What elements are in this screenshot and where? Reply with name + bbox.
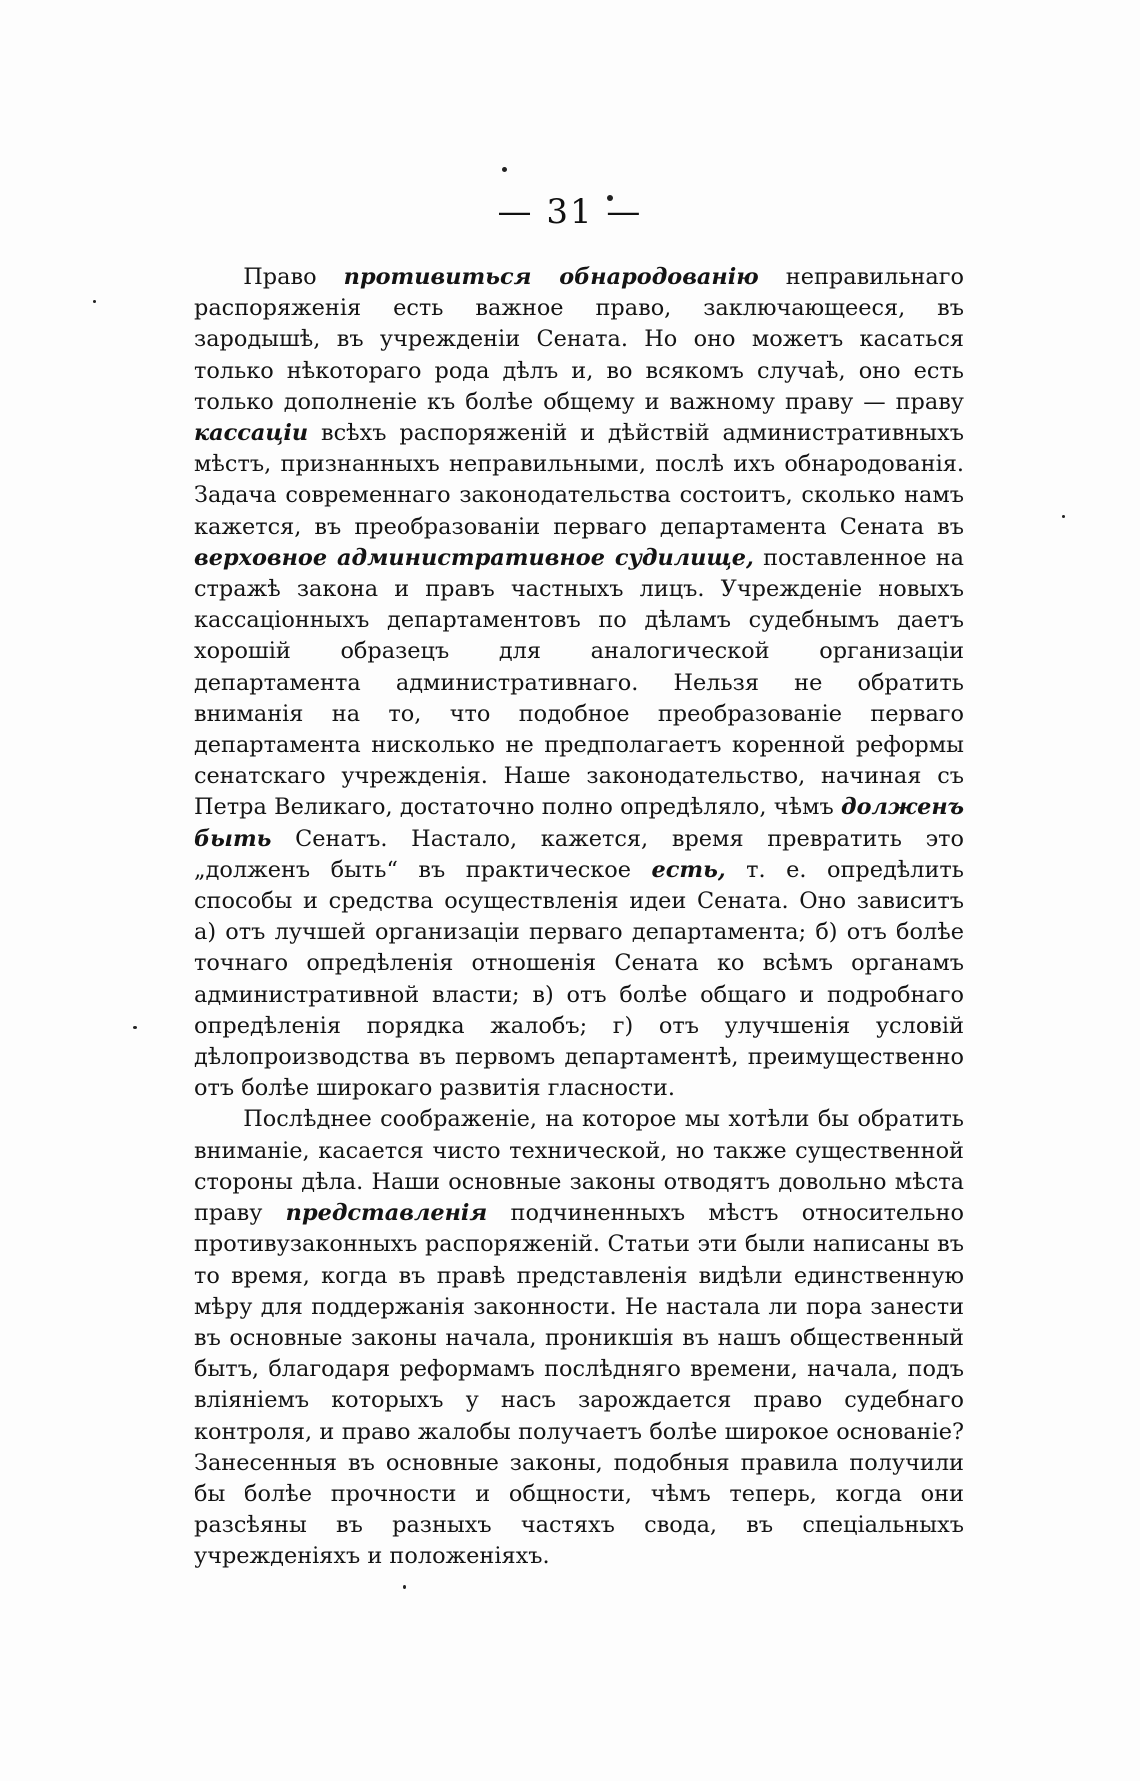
scan-speck [502, 167, 507, 172]
page-number: — 31 — [497, 192, 643, 232]
emphasis: есть, [651, 856, 726, 883]
emphasis: кассаціи [194, 420, 309, 447]
scan-speck [93, 300, 96, 303]
paragraph: Послѣднее соображеніе, на которое мы хотѣли бы обратить вниманіе, касается чисто технической, но также существенной стороны дѣла. Наши основные законы отводятъ довольно мѣста праву представленія подчиненныхъ мѣстъ относительно противузаконныхъ распоряженій. Статьи эти были написаны въ то время, когда въ правѣ представленія видѣли единственную мѣру для поддержанія законности. Не настала ли пора занести въ основные законы начала, проникшія въ нашъ общественный бытъ, благодаря реформамъ послѣдняго времени, начала, подъ вліяніемъ которыхъ у насъ зарождается право судебнаго контроля, и право жалобы получаетъ болѣе широкое основаніе? Занесенныя въ основные законы, подобныя правила получили бы болѣе прочности и общности, чѣмъ теперь, когда они разсѣяны въ разныхъ частяхъ свода, въ спеціальныхъ учрежденіяхъ и положеніяхъ. [194, 1106, 964, 1570]
emphasis: представленія [285, 1200, 488, 1227]
emphasis: верховное административное судилище, [194, 544, 754, 571]
emphasis: противиться обнародованію [343, 264, 759, 290]
scan-speck [403, 1585, 406, 1589]
emphasis: долженъ быть [194, 794, 964, 852]
scan-speck [133, 1026, 137, 1029]
paragraph: Право противиться обнародованію неправильнаго распоряженія есть важное право, заключающееся, въ зародышѣ, въ учрежденіи Сената. Но оно можетъ касаться только нѣкотораго рода дѣлъ и, во всякомъ случаѣ, оно есть только дополненіе къ болѣе общему и важному праву — праву кассаціи всѣхъ распоряженій и дѣйствій административныхъ мѣстъ, признанныхъ неправильными, послѣ ихъ обнародованія. Задача современнаго законодательства состоитъ, сколько намъ кажется, въ преобразованіи перваго департамента Сената въ верховное административное судилище, поставленное на стражѣ закона и правъ частныхъ лицъ. Учрежденіе новыхъ кассаціонныхъ департаментовъ по дѣламъ судебнымъ даетъ хорошій образецъ для аналогической организаціи департамента административнаго. Нельзя не обратить вниманія на то, что подобное преобразованіе перваго департамента нисколько не предполагаетъ коренной реформы сенатскаго учрежденія. Наше законодательство, начиная съ Петра Великаго, достаточно полно опредѣляло, чѣмъ долженъ быть Сенатъ. Настало, кажется, время превратить это „долженъ быть“ въ практическое есть, т. е. опредѣлить способы и средства осуществленія идеи Сената. Оно зависитъ а) отъ лучшей организаціи перваго департамента; б) отъ болѣе точнаго опредѣленія отношенія Сената ко всѣмъ органамъ административной власти; в) отъ болѣе общаго и подробнаго опредѣленія порядка жалобъ; г) отъ улучшенія условій дѣлопроизводства въ первомъ департаментѣ, преимущественно отъ болѣе широкаго развитія гласности. [194, 264, 964, 1102]
scan-speck [1062, 515, 1065, 518]
body-text [194, 262, 964, 1573]
